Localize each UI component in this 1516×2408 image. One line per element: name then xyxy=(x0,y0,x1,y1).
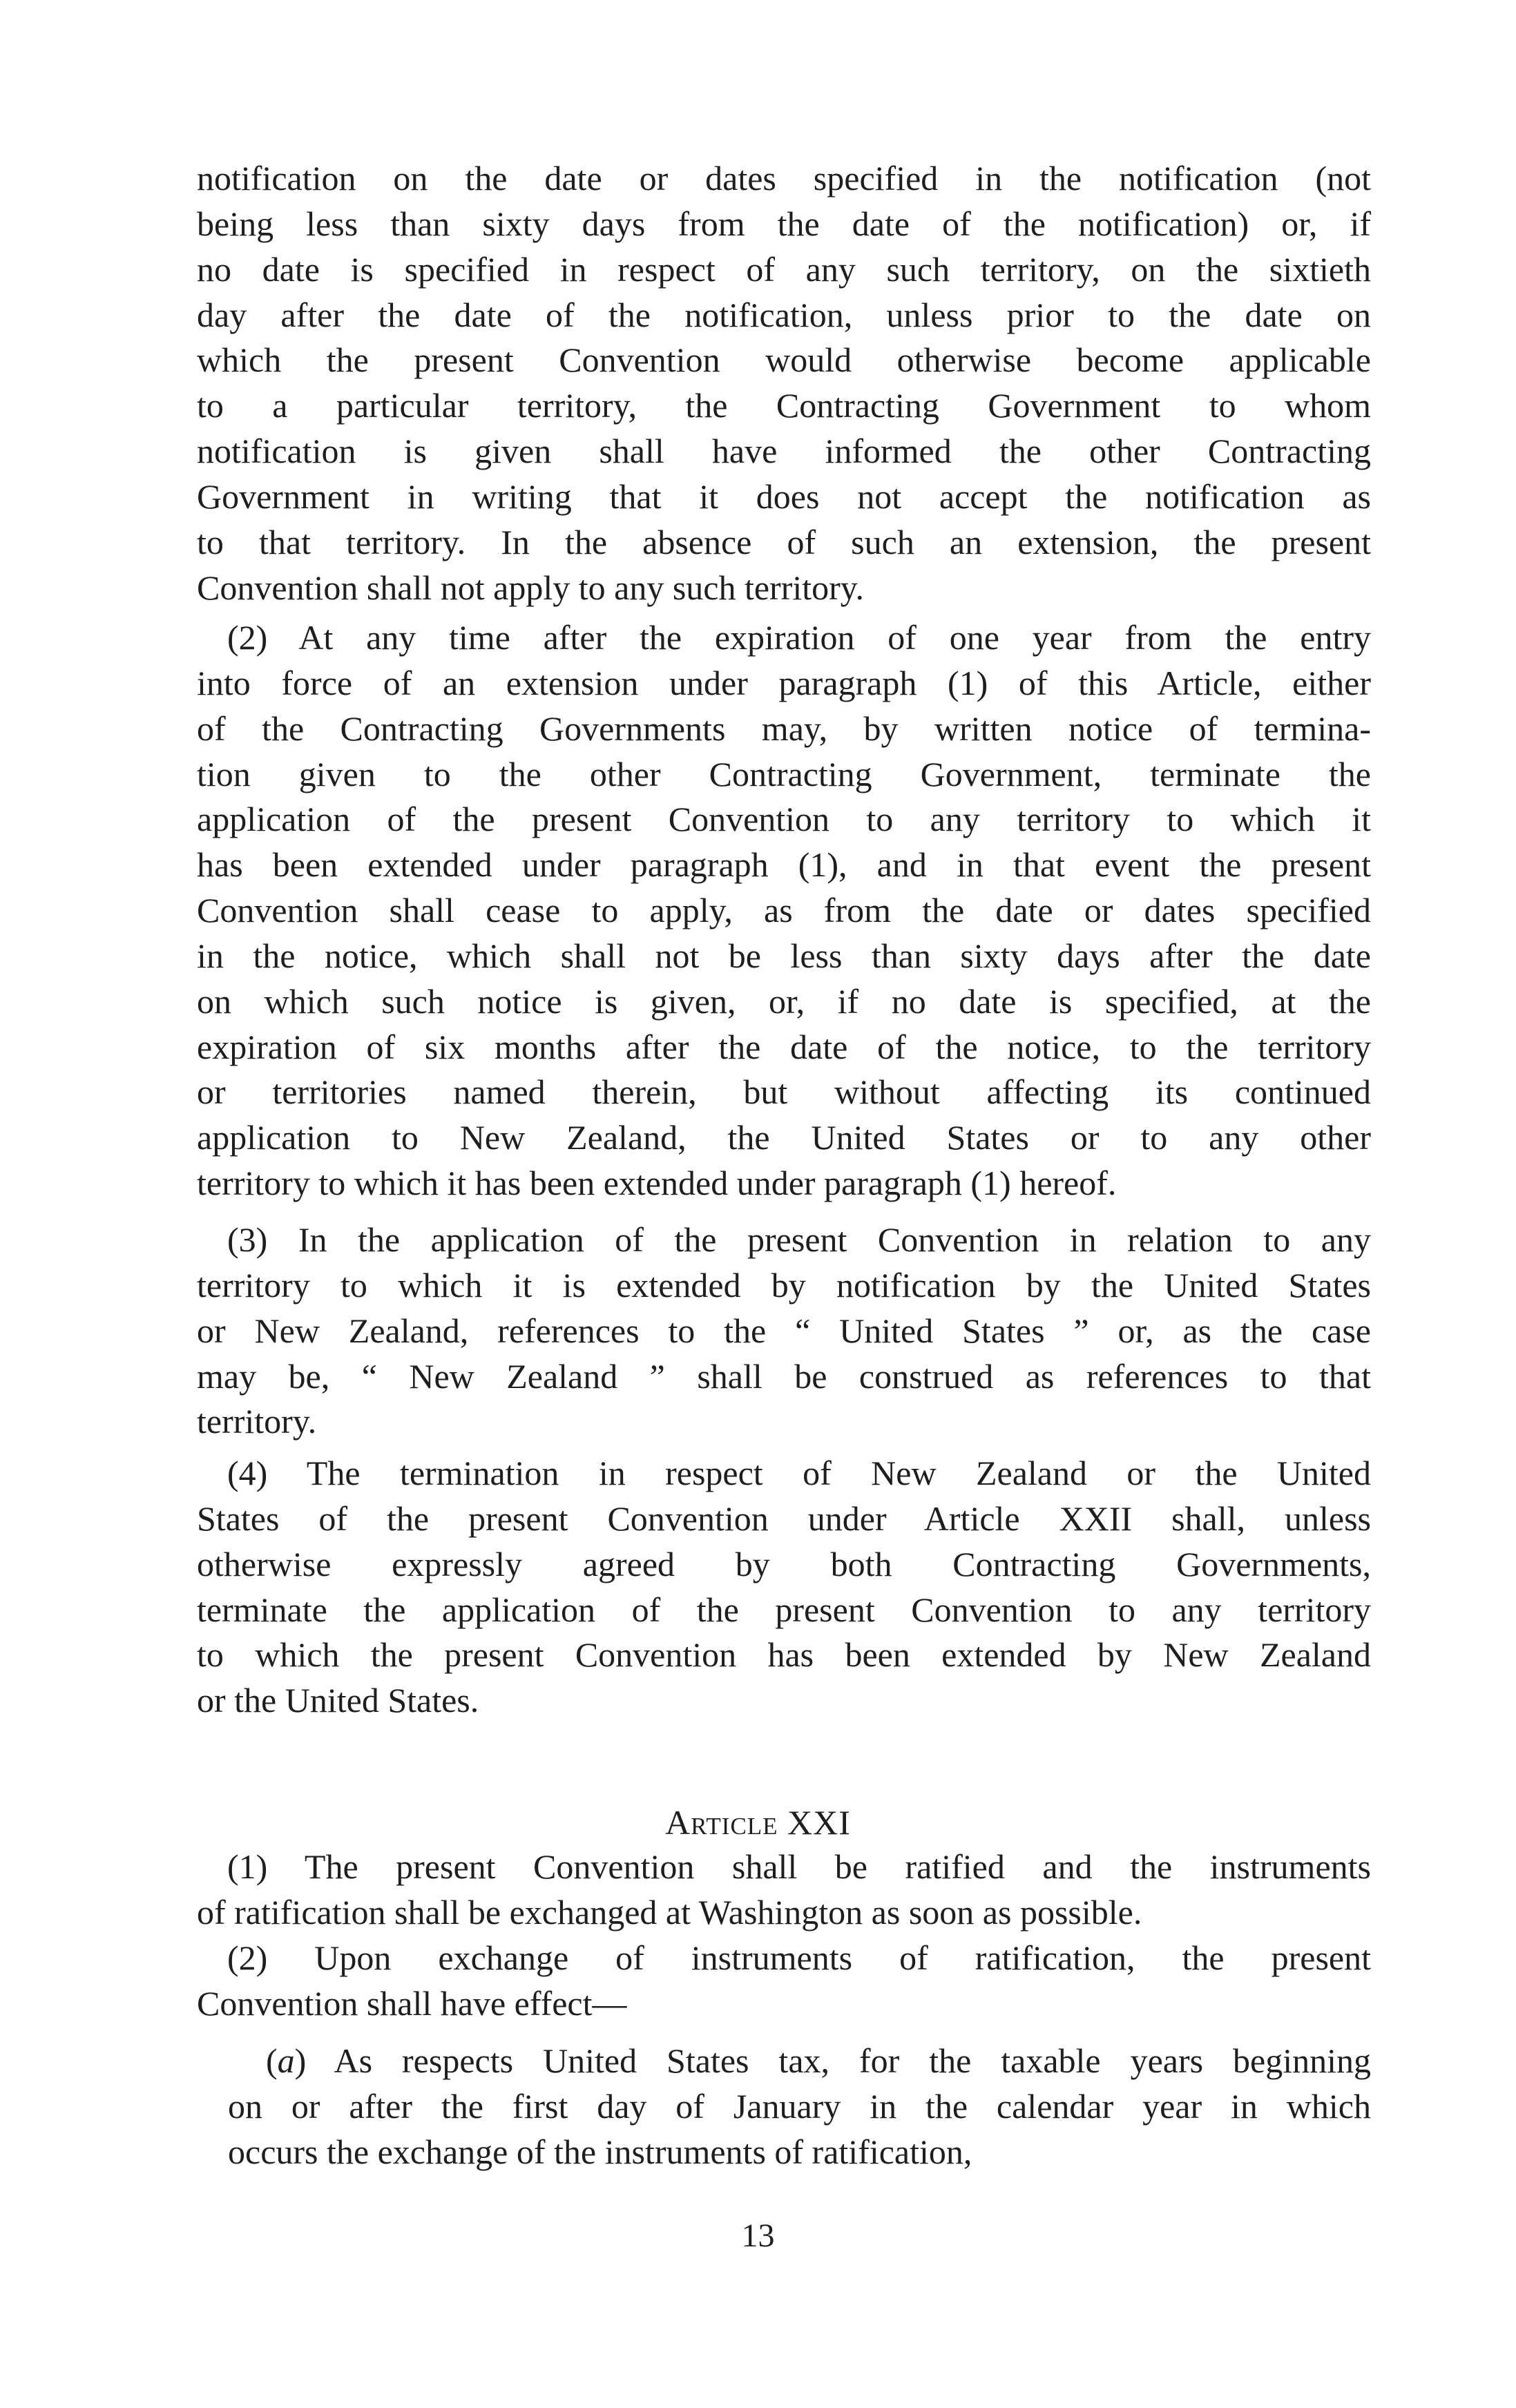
article-heading: Article XXI xyxy=(665,1803,851,1842)
text-line: (2) At any time after the expiration of one year from the entry xyxy=(227,618,1371,657)
text-line: (2) Upon exchange of instruments of ratification, the present xyxy=(227,1938,1371,1977)
text-line: day after the date of the notification, unless prior to the date on xyxy=(197,295,1371,334)
text-line: which the present Convention would otherwise become applicable xyxy=(197,340,1371,380)
text-line: Convention shall cease to apply, as from the date or dates specified xyxy=(197,891,1371,930)
text-line: (a) As respects United States tax, for the taxable years beginning xyxy=(266,2041,1371,2080)
text-line: or New Zealand, references to the “ United States ” or, as the case xyxy=(197,1311,1371,1350)
paragraph-2-termination-of-extension xyxy=(197,615,1371,1206)
text-line: (3) In the application of the present Convention in relation to any xyxy=(227,1220,1371,1259)
paragraph-3-references xyxy=(197,1217,1371,1445)
article-xxi-paragraph-1 xyxy=(197,1844,1371,1936)
text-line: territory to which it is extended by notification by the United States xyxy=(197,1265,1371,1304)
text-line: occurs the exchange of the instruments of ratification, xyxy=(228,2132,972,2171)
text-line: to a particular territory, the Contracting Government to whom xyxy=(197,386,1371,425)
text-line: tion given to the other Contracting Government, terminate the xyxy=(197,754,1371,793)
text-line: or territories named therein, but without affecting its continued xyxy=(197,1072,1371,1112)
text-line: Convention shall have effect— xyxy=(197,1983,627,2023)
paragraph-4-termination xyxy=(197,1451,1371,1724)
text-line: of the Contracting Governments may, by written notice of termina- xyxy=(197,709,1371,748)
text-line: or the United States. xyxy=(197,1681,479,1720)
text-line: on which such notice is given, or, if no date is specified, at the xyxy=(197,981,1371,1021)
text-line: into force of an extension under paragraph (1) of this Article, either xyxy=(197,663,1371,702)
text-line: no date is specified in respect of any such territory, on the sixtieth xyxy=(197,249,1371,289)
text-line: may be, “ New Zealand ” shall be construed as references to that xyxy=(197,1356,1371,1396)
text-line: to which the present Convention has been extended by New Zealand xyxy=(197,1635,1371,1675)
text-line: notification on the date or dates specified in the notification (not xyxy=(197,159,1371,198)
text-line: in the notice, which shall not be less than sixty days after the date xyxy=(197,936,1371,975)
text-line: Convention shall not apply to any such territory. xyxy=(197,568,865,607)
subparagraph-letter: a xyxy=(277,2041,295,2080)
text-line: expiration of six months after the date of the notice, to the territory xyxy=(197,1027,1371,1066)
text-line: notification is given shall have informed the other Contracting xyxy=(197,432,1371,471)
text-line: application to New Zealand, the United States or to any other xyxy=(197,1118,1371,1157)
text-line: (1) The present Convention shall be ratified and the instruments xyxy=(227,1847,1371,1886)
text-line: on or after the first day of January in the calendar year in which xyxy=(228,2086,1371,2126)
text-line: to that territory. In the absence of such an extension, the present xyxy=(197,522,1371,561)
text-line: application of the present Convention to any territory to which it xyxy=(197,800,1371,839)
text-line: terminate the application of the present Convention to any territory xyxy=(197,1590,1371,1629)
text-line: of ratification shall be exchanged at Washington as soon as possible. xyxy=(197,1892,1142,1932)
text-line: States of the present Convention under Article XXII shall, unless xyxy=(197,1499,1371,1538)
text-line: (4) The termination in respect of New Zealand or the United xyxy=(227,1454,1371,1492)
page-number: 13 xyxy=(741,2217,775,2254)
article-xxi-subparagraph-a xyxy=(228,2039,1371,2175)
paragraph-territory-notification-continued xyxy=(197,156,1371,610)
text-line: territory to which it has been extended under paragraph (1) hereof. xyxy=(197,1164,1117,1203)
text-line: territory. xyxy=(197,1402,317,1441)
article-xxi-paragraph-2 xyxy=(197,1936,1371,2027)
text-line: otherwise expressly agreed by both Contracting Governments, xyxy=(197,1544,1371,1583)
text-line: has been extended under paragraph (1), and in that event the present xyxy=(197,845,1371,885)
text-line: Government in writing that it does not accept the notification as xyxy=(197,476,1371,516)
text-line: being less than sixty days from the date of the notification) or, if xyxy=(197,204,1371,243)
